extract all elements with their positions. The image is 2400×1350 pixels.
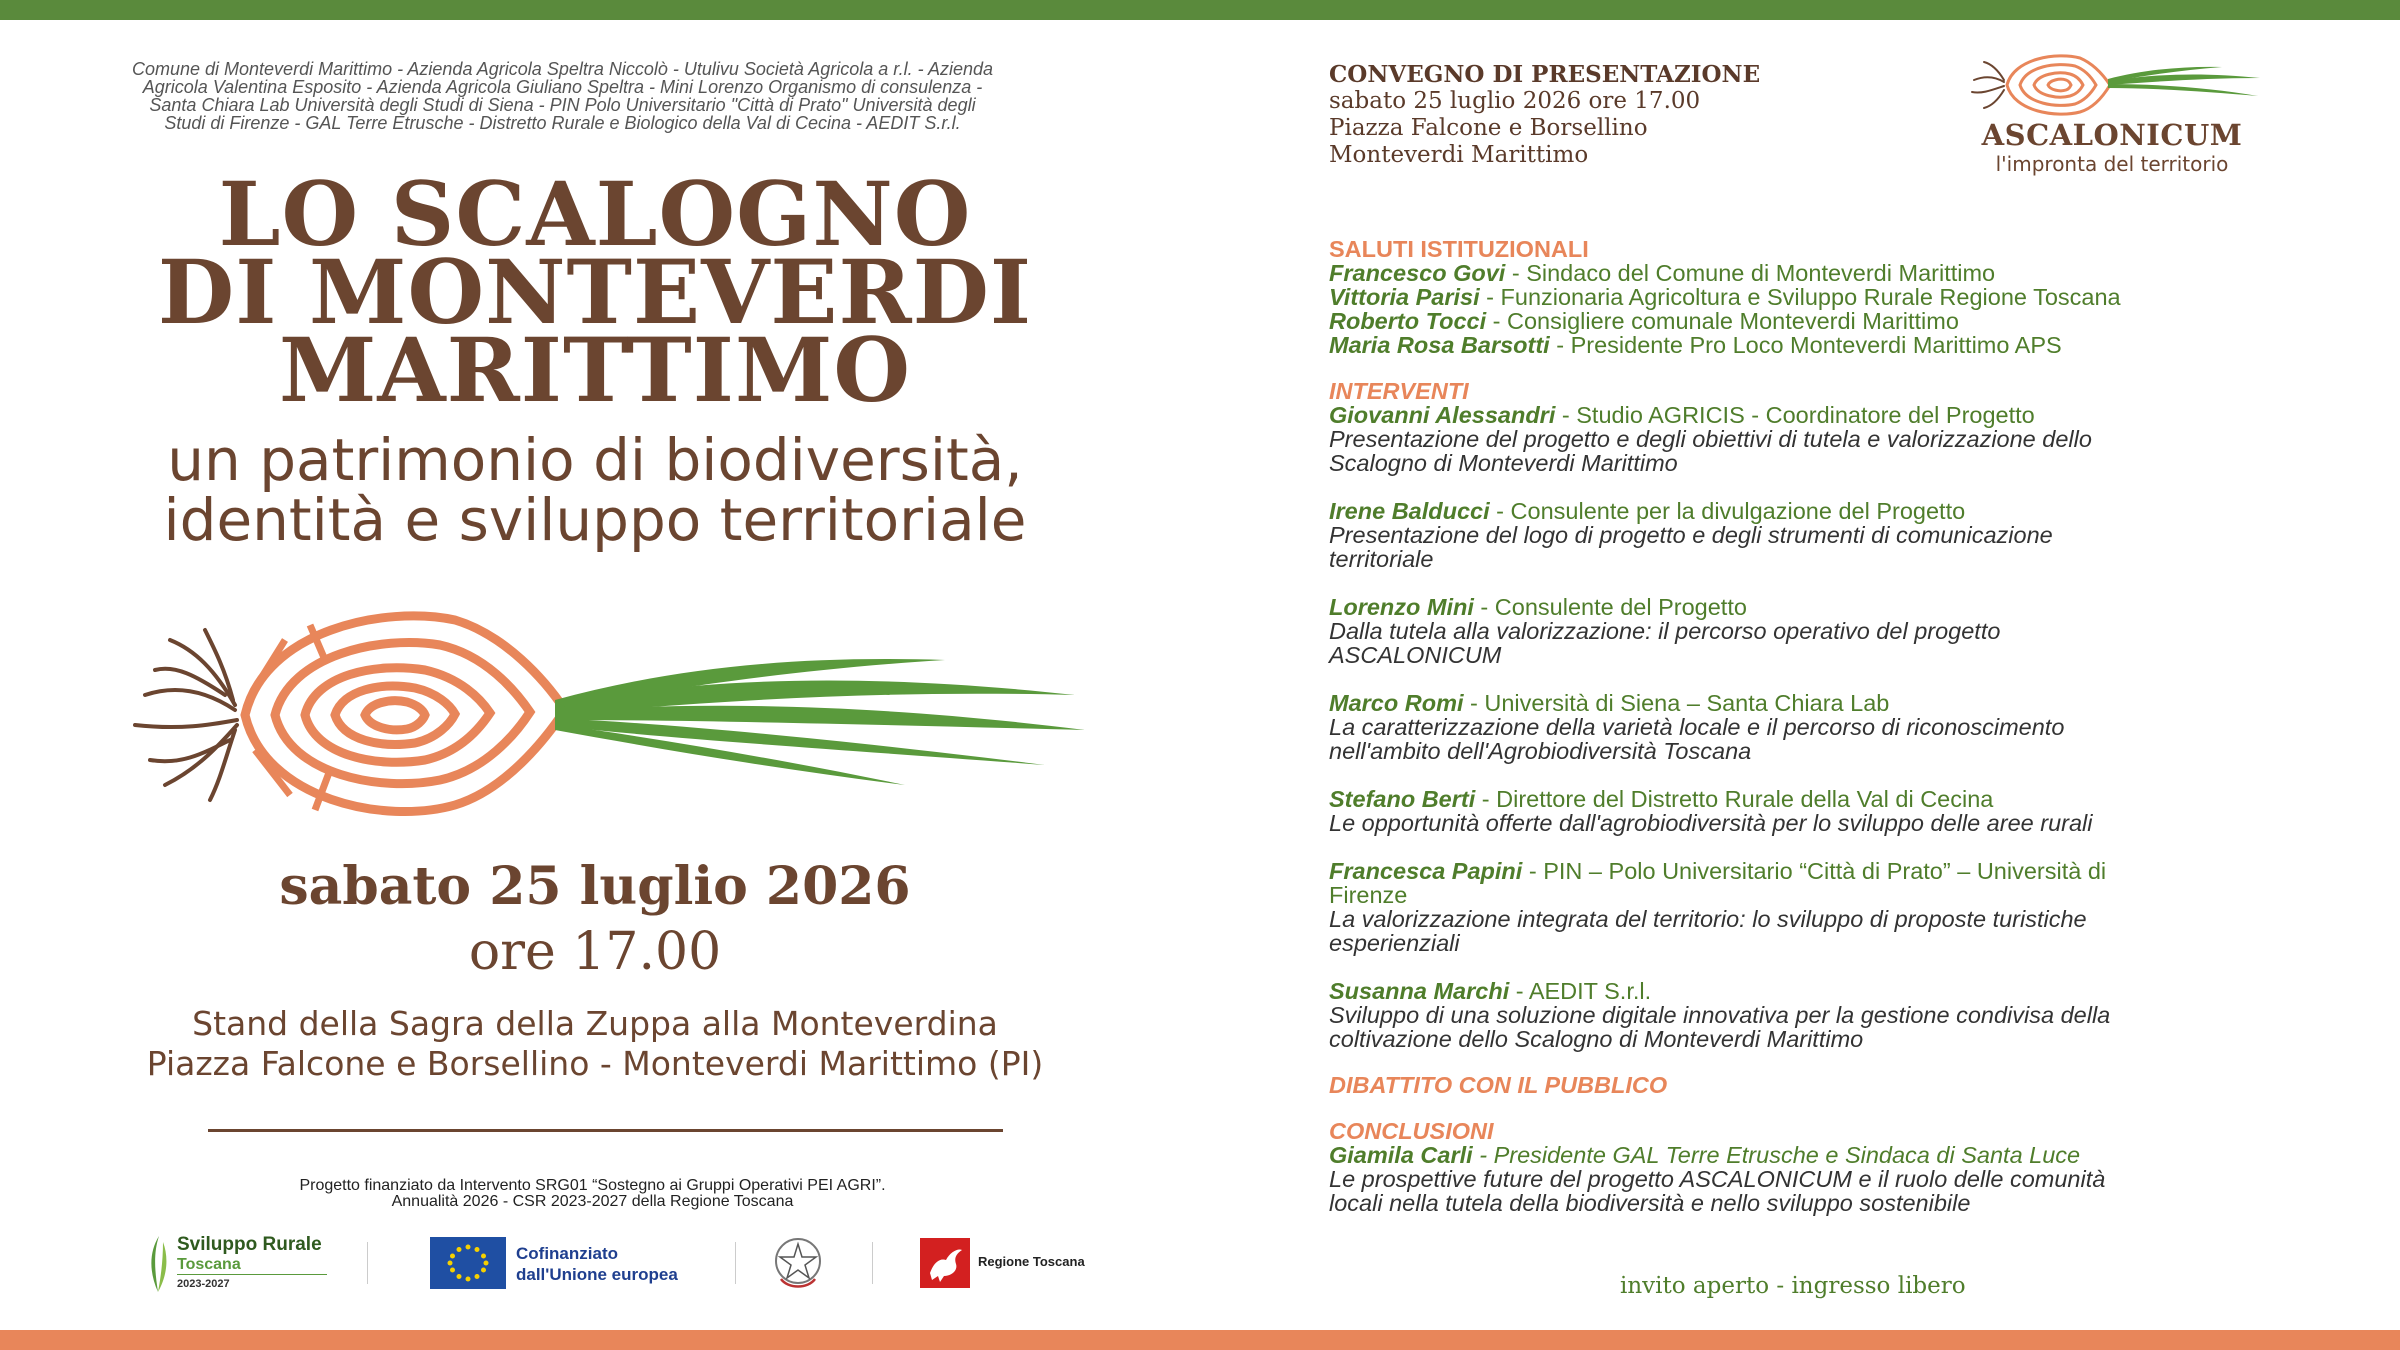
talk-description: nell'ambito dell'Agrobiodiversità Toscana xyxy=(1329,738,1752,764)
spacer xyxy=(1329,475,2279,499)
section-title-dibattito: DIBATTITO CON IL PUBBLICO xyxy=(1329,1072,1668,1098)
conference-town: Monteverdi Marittimo xyxy=(1329,142,1589,168)
speaker-line xyxy=(1329,787,2279,811)
speaker-role: - Consulente per la divulgazione del Progetto xyxy=(1489,498,1966,524)
talk-description: Scalogno di Monteverdi Marittimo xyxy=(1329,450,1678,476)
speaker-name: Irene Balducci xyxy=(1329,498,1490,524)
event-date: sabato 25 luglio 2026 xyxy=(279,856,911,917)
speaker-role-continued: Firenze xyxy=(1329,882,1408,908)
speaker-line xyxy=(1329,859,2279,883)
talk-description: Le prospettive future del progetto ASCALONICUM e il ruolo delle comunità xyxy=(1329,1166,2106,1192)
talk-description: ASCALONICUM xyxy=(1329,642,1502,668)
talk-description: La caratterizzazione della varietà locale e il percorso di riconoscimento xyxy=(1329,714,2065,740)
speaker-role: - Consulente del Progetto xyxy=(1473,594,1747,620)
section-title-conclusioni: CONCLUSIONI xyxy=(1329,1118,1494,1144)
talk-description: Presentazione del progetto e degli obiettivi di tutela e valorizzazione dello xyxy=(1329,426,2092,452)
logo-separator xyxy=(367,1242,368,1284)
shallot-brand-icon xyxy=(1962,50,2262,120)
speaker-line xyxy=(1329,403,2279,427)
regione-toscana-logo xyxy=(920,1228,1110,1298)
star-emblem-icon xyxy=(773,1234,823,1292)
speaker-role: - AEDIT S.r.l. xyxy=(1509,978,1652,1004)
speaker-line xyxy=(1329,333,2279,357)
program-schedule xyxy=(1329,237,2279,1215)
italian-republic-emblem xyxy=(773,1228,833,1298)
spacer xyxy=(1329,835,2279,859)
speaker-name: Susanna Marchi xyxy=(1329,978,1510,1004)
talk-description: Sviluppo di una soluzione digitale innovativa per la gestione condivisa della xyxy=(1329,1002,2111,1028)
open-invite-note: invito aperto - ingresso libero xyxy=(1620,1273,1966,1299)
ascalonicum-brand xyxy=(1962,50,2262,185)
speaker-role: - Studio AGRICIS - Coordinatore del Progetto xyxy=(1555,402,2035,428)
main-title xyxy=(80,162,1110,422)
spacer xyxy=(1329,571,2279,595)
venue-line: Piazza Falcone e Borsellino - Monteverdi Marittimo (PI) xyxy=(146,1044,1044,1083)
speaker-name: Stefano Berti xyxy=(1329,786,1476,812)
speaker-line xyxy=(1329,1143,2279,1167)
brand-name: ASCALONICUM xyxy=(1981,118,2243,152)
pegasus-icon xyxy=(920,1238,970,1288)
partners-line: Studi di Firenze - GAL Terre Etrusche - Distretto Rurale e Biologico della Val di Cecina - AEDIT S.r.l. xyxy=(164,113,961,133)
speaker-name: Giovanni Alessandri xyxy=(1329,402,1556,428)
section-title-interventi: INTERVENTI xyxy=(1329,378,1469,404)
partners-line: Santa Chiara Lab Università degli Studi di Siena - PIN Polo Universitario "Città di Prato" Università degli xyxy=(149,95,976,115)
conference-datetime: sabato 25 luglio 2026 ore 17.00 xyxy=(1329,88,1701,114)
speaker-role: - Università di Siena – Santa Chiara Lab xyxy=(1463,690,1890,716)
title-line: DI MONTEVERDI xyxy=(157,240,1033,344)
funding-line: Annualità 2026 - CSR 2023-2027 della Regione Toscana xyxy=(391,1193,794,1210)
psr-years: 2023-2027 xyxy=(177,1278,230,1290)
conference-place: Piazza Falcone e Borsellino xyxy=(1329,115,1648,141)
speaker-line xyxy=(1329,285,2279,309)
event-time: ore 17.00 xyxy=(468,922,722,982)
leaf-icon xyxy=(145,1232,171,1294)
speaker-line xyxy=(1329,499,2279,523)
partners-line: Agricola Valentina Esposito - Azienda Agricola Giuliano Speltra - Mini Lorenzo Organismo di consulenza - xyxy=(142,77,983,97)
speaker-name: Marco Romi xyxy=(1329,690,1464,716)
funding-note xyxy=(120,1178,1065,1210)
divider-line xyxy=(208,1129,1003,1132)
shallot-logo-illustration xyxy=(125,600,1085,830)
logo-separator xyxy=(872,1242,873,1284)
logo-separator xyxy=(735,1242,736,1284)
venue-line: Stand della Sagra della Zuppa alla Monteverdina xyxy=(192,1004,998,1043)
speaker-name: Roberto Tocci xyxy=(1329,308,1487,334)
speaker-name: Francesco Govi xyxy=(1329,260,1506,286)
subtitle-line: identità e sviluppo territoriale xyxy=(163,486,1027,554)
speaker-role: - Presidente GAL Terre Etrusche e Sindaca di Santa Luce xyxy=(1472,1142,2081,1168)
top-color-bar xyxy=(0,0,2400,20)
conference-title: CONVEGNO DI PRESENTAZIONE xyxy=(1329,61,1761,88)
speaker-role: - Consigliere comunale Monteverdi Marittimo xyxy=(1486,308,1959,334)
speaker-line xyxy=(1329,261,2279,285)
speaker-role: - Funzionaria Agricoltura e Sviluppo Rurale Regione Toscana xyxy=(1479,284,2121,310)
speaker-line xyxy=(1329,979,2279,1003)
speaker-name: Lorenzo Mini xyxy=(1329,594,1474,620)
funding-line: Progetto finanziato da Intervento SRG01 “Sostegno ai Gruppi Operativi PEI AGRI”. xyxy=(299,1177,886,1194)
speaker-role: - Direttore del Distretto Rurale della Val di Cecina xyxy=(1475,786,1994,812)
talk-description: Presentazione del logo di progetto e degli strumenti di comunicazione xyxy=(1329,522,2053,548)
region-name: Regione Toscana xyxy=(978,1254,1085,1269)
talk-description: territoriale xyxy=(1329,546,1434,572)
spacer xyxy=(1329,763,2279,787)
partners-line: Comune di Monteverdi Marittimo - Azienda Agricola Speltra Niccolò - Utulivu Società Agricola a r.l. - Azienda xyxy=(131,59,994,79)
psr-subtitle: Toscana xyxy=(177,1256,241,1273)
psr-rule xyxy=(177,1274,327,1275)
speaker-line xyxy=(1329,309,2279,333)
talk-description: Dalla tutela alla valorizzazione: il percorso operativo del progetto xyxy=(1329,618,2001,644)
eu-line-1: Cofinanziato xyxy=(516,1244,618,1263)
speaker-role: - Presidente Pro Loco Monteverdi Marittimo APS xyxy=(1549,332,2062,358)
talk-description: Le opportunità offerte dall'agrobiodiversità per lo sviluppo delle aree rurali xyxy=(1329,810,2093,836)
subtitle xyxy=(80,426,1110,554)
talk-description: coltivazione dello Scalogno di Monteverdi Marittimo xyxy=(1329,1026,1864,1052)
talk-description: La valorizzazione integrata del territorio: lo sviluppo di proposte turistiche xyxy=(1329,906,2087,932)
conference-header xyxy=(1329,61,1760,169)
event-venue xyxy=(80,1004,1110,1084)
psr-title: Sviluppo Rurale xyxy=(177,1234,322,1255)
sponsor-logos xyxy=(145,1228,1095,1298)
speaker-name: Francesca Papini xyxy=(1329,858,1523,884)
speaker-line xyxy=(1329,595,2279,619)
section-title-saluti: SALUTI ISTITUZIONALI xyxy=(1329,236,1589,262)
speaker-line xyxy=(1329,691,2279,715)
bottom-color-bar xyxy=(0,1330,2400,1350)
subtitle-line: un patrimonio di biodiversità, xyxy=(167,426,1023,494)
spacer xyxy=(1329,955,2279,979)
speaker-role: - PIN – Polo Universitario “Città di Prato” – Università di xyxy=(1522,858,2107,884)
speaker-role: - Sindaco del Comune di Monteverdi Marittimo xyxy=(1505,260,1996,286)
eu-flag-icon xyxy=(430,1237,506,1289)
psr-toscana-logo xyxy=(145,1228,345,1298)
talk-description: locali nella tutela della biodiversità e nello sviluppo sostenibile xyxy=(1329,1190,1971,1216)
talk-description: esperienziali xyxy=(1329,930,1460,956)
spacer xyxy=(1329,667,2279,691)
eu-line-2: dall'Unione europea xyxy=(516,1265,678,1284)
title-line: MARITTIMO xyxy=(278,318,912,422)
title-line: LO SCALOGNO xyxy=(218,162,972,266)
brand-tagline: l'impronta del territorio xyxy=(1995,152,2229,176)
eu-cofunding-logo xyxy=(430,1228,700,1298)
speaker-name: Maria Rosa Barsotti xyxy=(1329,332,1550,358)
partners-list xyxy=(105,60,1020,132)
speaker-name: Giamila Carli xyxy=(1329,1142,1473,1168)
speaker-name: Vittoria Parisi xyxy=(1329,284,1480,310)
